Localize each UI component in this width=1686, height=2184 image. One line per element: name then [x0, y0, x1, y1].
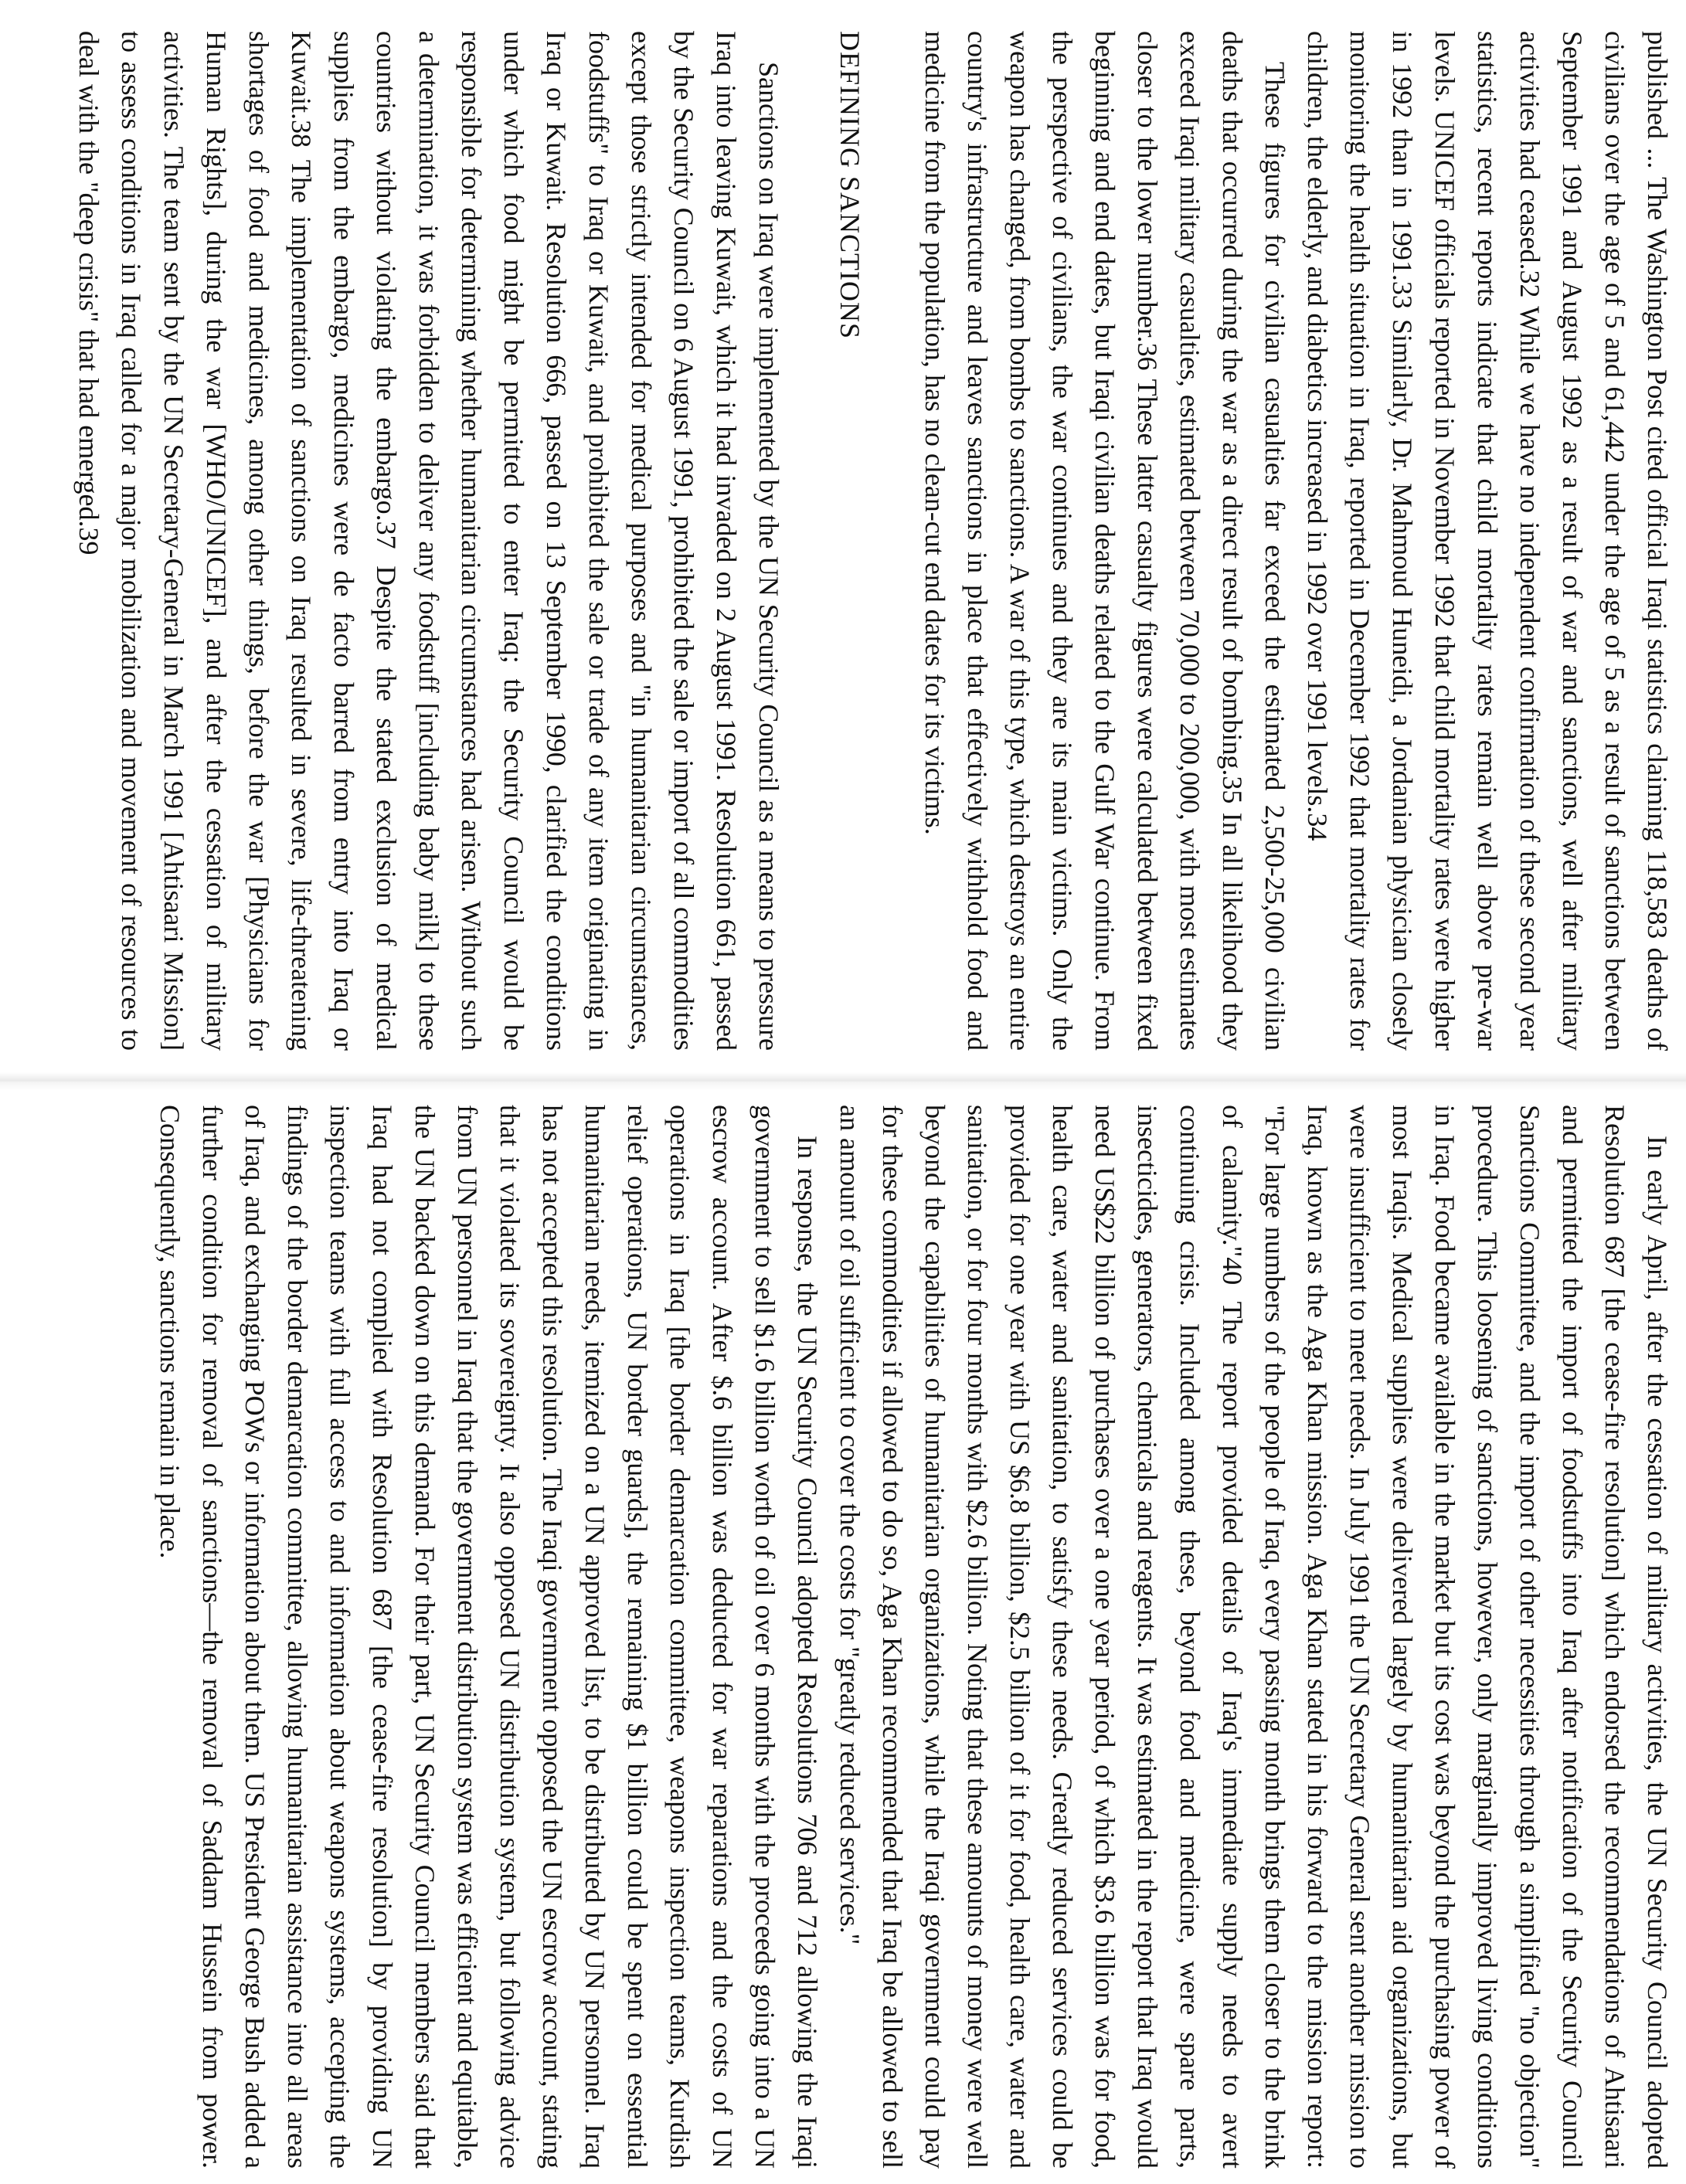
paragraph-resolutions-706-712: In response, the UN Security Council adopted Resolutions 706 and 712 allowing the Iraqi government to sell $1.6 billion worth of oil over 6 months with the proceeds going into a UN escrow account. After $.6 billion was deducted for war reparations and the costs of UN operations in Iraq [the border demarcation committee, weapons inspection teams, Kurdish relief operations, UN border guards], the remaining $1 billion could be spent on essential humanitarian needs, itemized on a UN approved list, to be distributed by UN personnel. Iraq has not accepted this resolution. The Iraqi government opposed the UN escrow account, stating that it violated its sovereignty. It also opposed UN distribution system, but following advice from UN personnel in Iraq that the government distribution system was efficient and equitable, the UN backed down on this demand. For their part, UN Security Council members said that Iraq had not complied with Resolution 687 [the cease-fire resolution] by providing UN inspection teams with full access to and information about weapons systems, accepting the findings of the border demarcation committee, allowing humanitarian assistance into all areas of Iraq, and exchanging POWs or information about them. US President George Bush added a further condition for removal of sanctions—the removal of Saddam Hussein from power. Consequently, sanctions remain in place. — [155, 1105, 823, 2169]
paragraph-mortality-statistics: published ... The Washington Post cited official Iraqi statistics claiming 118,583 deaths of civilians over the age of 5 and 61,442 under the age of 5 as a result of sanctions between September 1991 and August 1992 as a result of war and sanctions, well after military activities had ceased.32 While we have no independent confirmation of these second year statistics, recent reports indicate that child mortality rates remain well above pre-war levels. UNICEF officials reported in November 1992 that child mortality rates were higher in 1992 than in 1991.33 Similarly, Dr. Mahmoud Huneidi, a Jordanian physician closely monitoring the health situation in Iraq, reported in December 1992 that mortality rates for children, the elderly, and diabetics increased in 1992 over 1991 levels.34 — [1302, 31, 1673, 1051]
section-heading-defining-sanctions: DEFINING SANCTIONS — [835, 31, 865, 340]
right-page — [0, 1082, 1686, 2184]
section-spacer — [871, 31, 913, 1051]
left-page — [0, 0, 1686, 1082]
paragraph-civilian-casualties: These figures for civilian casualties far exceed the estimated 2,500-25,000 civilian deaths that occurred during the war as a direct result of bombing.35 In all likelihood they exceed Iraqi military casualties, estimated between 70,000 to 200,000, with most estimates closer to the lower number.36 These latter casualty figures were calculated between fixed beginning and end dates, but Iraqi civilian deaths related to the Gulf War continue. From the perspective of civilians, the war continues and they are its main victims. Only the weapon has changed, from bombs to sanctions. A war of this type, which destroys an entire country's infrastructure and leaves sanctions in place that effectively withhold food and medicine from the population, has no clean-cut end dates for its victims. — [919, 31, 1290, 1051]
paragraph-resolution-687: In early April, after the cessation of military activities, the UN Security Council adopted Resolution 687 [the cease-fire resolution] which endorsed the recommendations of Ahtisaari and permitted the import of foodstuffs into Iraq after notification of the Security Council Sanctions Committee, and the import of other necessities through a simplified "no objection" procedure. This loosening of sanctions, however, only marginally improved living conditions in Iraq. Food became available in the market but its cost was beyond the purchasing power of most Iraqis. Medical supplies were delivered largely by humanitarian aid organizations, but were insufficient to meet needs. In July 1991 the UN Secretary General sent another mission to Iraq, known as the Aga Khan mission. Aga Khan stated in his forward to the mission report: "For large numbers of the people of Iraq, every passing month brings them closer to the brink of calamity."40 The report provided details of Iraq's immediate supply needs to avert continuing crisis. Included among these, beyond food and medicine, were spare parts, insecticides, generators, chemicals and reagents. It was estimated in the report that Iraq would need US$22 billion of purchases over a one year period, of which $3.6 billion was for food, health care, water and sanitation, to satisfy these needs. Greatly reduced services could be provided for one year with US $6.8 billion, $2.5 billion of it for food, health care, water and sanitation, or for four months with $2.6 billion. Noting that these amounts of money were well beyond the capabilities of humanitarian organizations, while the Iraqi government could pay for these commodities if allowed to do so, Aga Khan recommended that Iraq be allowed to sell an amount of oil sufficient to cover the costs for "greatly reduced services." — [835, 1105, 1673, 2169]
paragraph-sanctions-implemented: Sanctions on Iraq were implemented by the UN Security Council as a means to pressure Iraq into leaving Kuwait, which it had invaded on 2 August 1991. Resolution 661, passed by the Security Council on 6 August 1991, prohibited the sale or import of all commodities except those strictly intended for medical purposes and "in humanitarian circumstances, foodstuffs" to Iraq or Kuwait, and prohibited the sale or trade of any item originating in Iraq or Kuwait. Resolution 666, passed on 13 September 1990, clarified the conditions under which food might be permitted to enter Iraq; the Security Council would be responsible for determining whether humanitarian circumstances had arisen. Without such a determination, it was forbidden to deliver any foodstuff [including baby milk] to these countries without violating the embargo.37 Despite the stated exclusion of medical supplies from the embargo, medicines were de facto barred from entry into Iraq or Kuwait.38 The implementation of sanctions on Iraq resulted in severe, life-threatening shortages of food and medicines, among other things, before the war [Physicians for Human Rights], during the war [WHO/UNICEF], and after the cessation of military activities. The team sent by the UN Secretary-General in March 1991 [Ahtisaari Mission] to assess conditions in Iraq called for a major mobilization and movement of resources to deal with the "deep crisis" that had emerged.39 — [73, 31, 784, 1051]
